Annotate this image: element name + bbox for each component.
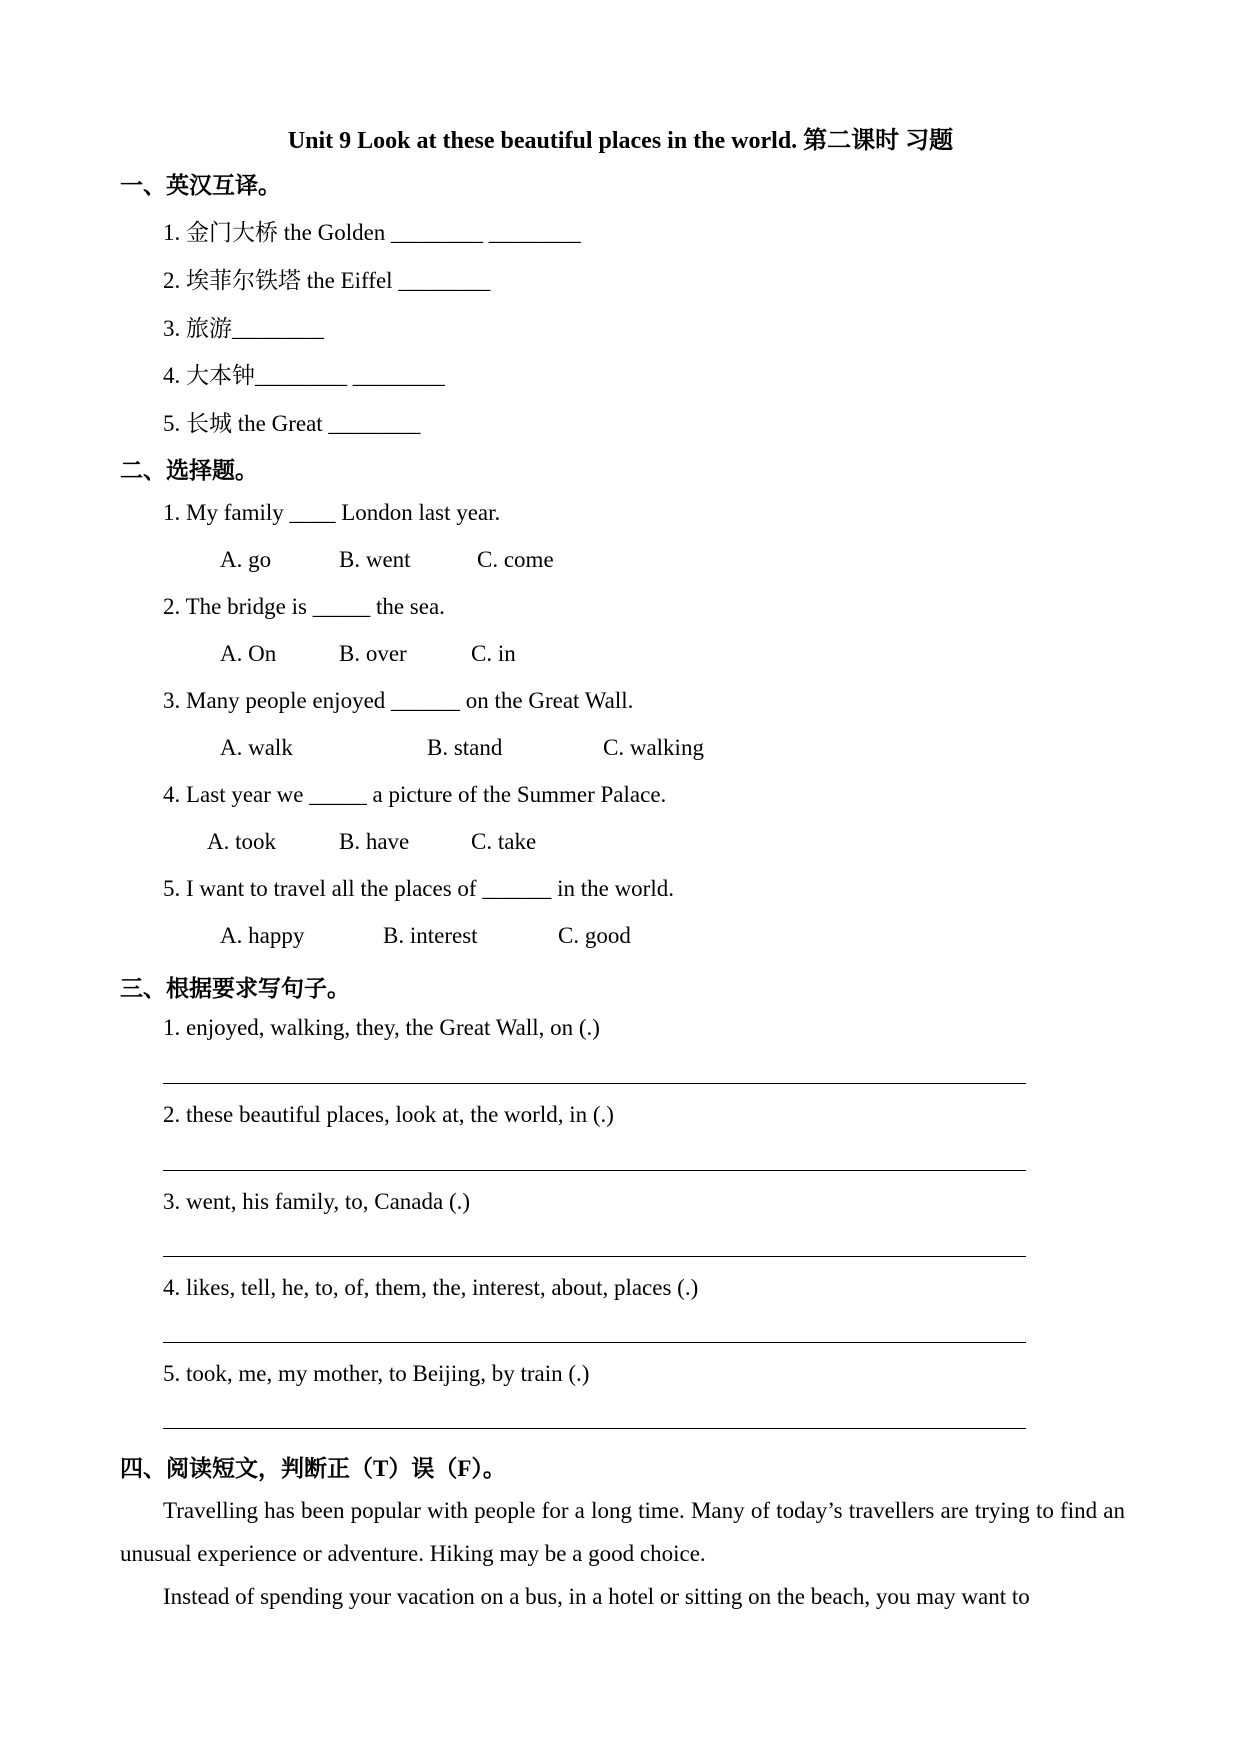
question-stem: 1. My family ____ London last year. [163, 500, 501, 525]
reading-paragraph: Instead of spending your vacation on a bus, in a hotel or sitting on the beach, you may want to [163, 1584, 1030, 1609]
translation-item: 1. 金门大桥 the Golden ________ ________ [163, 220, 581, 245]
option-b: B. went [339, 547, 411, 572]
sentence-prompt: 3. went, his family, to, Canada (.) [163, 1189, 471, 1214]
question-stem: 2. The bridge is _____ the sea. [163, 594, 445, 619]
option-b: B. interest [383, 923, 478, 948]
option-b: B. over [339, 641, 407, 666]
section3-heading: 三、根据要求写句子。 [120, 976, 350, 1001]
sentence-prompt: 4. likes, tell, he, to, of, them, the, interest, about, places (.) [163, 1275, 699, 1300]
question-stem: 5. I want to travel all the places of ______ in the world. [163, 876, 674, 901]
answer-line [163, 1428, 1026, 1429]
question-stem: 4. Last year we _____ a picture of the Summer Palace. [163, 782, 667, 807]
answer-line [163, 1256, 1026, 1257]
option-a: A. happy [220, 923, 305, 948]
option-b: B. have [339, 829, 410, 854]
translation-item: 2. 埃菲尔铁塔 the Eiffel ________ [163, 268, 491, 293]
sentence-prompt: 1. enjoyed, walking, they, the Great Wall, on (.) [163, 1015, 600, 1040]
section1-heading: 一、英汉互译。 [120, 173, 281, 198]
option-a: A. took [207, 829, 276, 854]
option-b: B. stand [427, 735, 503, 760]
option-a: A. walk [220, 735, 293, 760]
answer-line [163, 1083, 1026, 1084]
sentence-prompt: 2. these beautiful places, look at, the world, in (.) [163, 1102, 614, 1127]
section4-heading: 四、阅读短文，判断正（T）误（F）。 [120, 1456, 506, 1481]
option-c: C. come [477, 547, 554, 572]
sentence-prompt: 5. took, me, my mother, to Beijing, by train (.) [163, 1361, 590, 1386]
translation-item: 5. 长城 the Great ________ [163, 411, 421, 436]
option-c: C. walking [603, 735, 704, 760]
question-stem: 3. Many people enjoyed ______ on the Great Wall. [163, 688, 634, 713]
answer-line [163, 1170, 1026, 1171]
page-title: Unit 9 Look at these beautiful places in the world. 第二课时 习题 [287, 128, 954, 154]
option-c: C. in [471, 641, 516, 666]
option-a: A. On [220, 641, 277, 666]
option-c: C. good [558, 923, 631, 948]
section2-heading: 二、选择题。 [120, 458, 258, 483]
answer-line [163, 1342, 1026, 1343]
option-c: C. take [471, 829, 537, 854]
reading-paragraph: Travelling has been popular with people for a long time. Many of today’s travellers are trying to find an unusual experience or adventure. Hiking may be a good choice. [120, 1498, 1125, 1566]
option-a: A. go [220, 547, 272, 572]
translation-item: 4. 大本钟________ ________ [163, 363, 445, 388]
translation-item: 3. 旅游________ [163, 316, 324, 341]
